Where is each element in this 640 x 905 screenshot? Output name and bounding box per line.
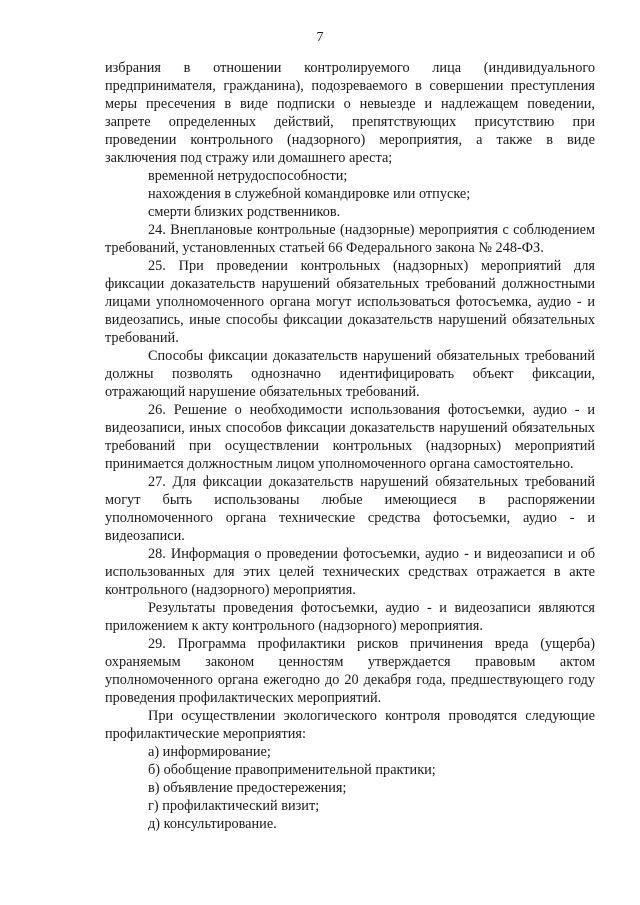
- paragraph: нахождения в служебной командировке или отпуске;: [148, 186, 471, 202]
- list-item: а) информирование;: [148, 744, 271, 760]
- paragraph-item-25: 25. При проведении контрольных (надзорных) мероприятий для фиксации доказательств нарушений обязательных требований должностными лицами уполномоченного органа могут использоваться фотосъемка, аудио - и видеозапись, иные способы фиксации доказательств нарушений обязательных требований.: [105, 258, 595, 346]
- document-body: [105, 59, 595, 833]
- list-item: д) консультирование.: [148, 816, 277, 832]
- paragraph: Результаты проведения фотосъемки, аудио - и видеозаписи являются приложением к акту контрольного (надзорного) мероприятия.: [105, 600, 595, 634]
- paragraph: При осуществлении экологического контроля проводятся следующие профилактические мероприятия:: [105, 708, 595, 742]
- paragraph-item-26: 26. Решение о необходимости использования фотосъемки, аудио - и видеозаписи, иных способов фиксации доказательств нарушений обязательных требований при осуществлении контрольных (надзорных) мероприятий принимается должностным лицом уполномоченного органа самостоятельно.: [105, 402, 595, 472]
- paragraph-item-27: 27. Для фиксации доказательств нарушений обязательных требований могут быть использованы любые имеющиеся в распоряжении уполномоченного органа технические средства фотосъемки, аудио - и видеозаписи.: [105, 474, 595, 544]
- list-item: б) обобщение правоприменительной практики;: [148, 762, 436, 778]
- paragraph: Способы фиксации доказательств нарушений обязательных требований должны позволять однозначно идентифицировать объект фиксации, отражающий нарушение обязательных требований.: [105, 348, 595, 400]
- paragraph-continuation: избрания в отношении контролируемого лица (индивидуального предпринимателя, гражданина), подозреваемого в совершении преступления меры пресечения в виде подписки о невыезде и надлежащем поведении, запрете определенных действий, препятствующих присутствию при проведении контрольного (надзорного) мероприятия, а также в виде заключения под стражу или домашнего ареста;: [105, 60, 595, 166]
- paragraph-item-24: 24. Внеплановые контрольные (надзорные) мероприятия с соблюдением требований, установленных статьей 66 Федерального закона № 248-ФЗ.: [105, 222, 595, 256]
- paragraph: временной нетрудоспособности;: [148, 168, 348, 184]
- page-number: 7: [316, 30, 324, 45]
- paragraph-item-29: 29. Программа профилактики рисков причинения вреда (ущерба) охраняемым законом ценностям утверждается правовым актом уполномоченного органа ежегодно до 20 декабря года, предшествующего году проведения профилактических мероприятий.: [105, 636, 595, 706]
- list-item: г) профилактический визит;: [148, 798, 320, 814]
- paragraph: смерти близких родственников.: [148, 204, 341, 220]
- paragraph-item-28: 28. Информация о проведении фотосъемки, аудио - и видеозаписи и об использованных для этих целей технических средствах отражается в акте контрольного (надзорного) мероприятия.: [105, 546, 595, 598]
- list-item: в) объявление предостережения;: [148, 780, 347, 796]
